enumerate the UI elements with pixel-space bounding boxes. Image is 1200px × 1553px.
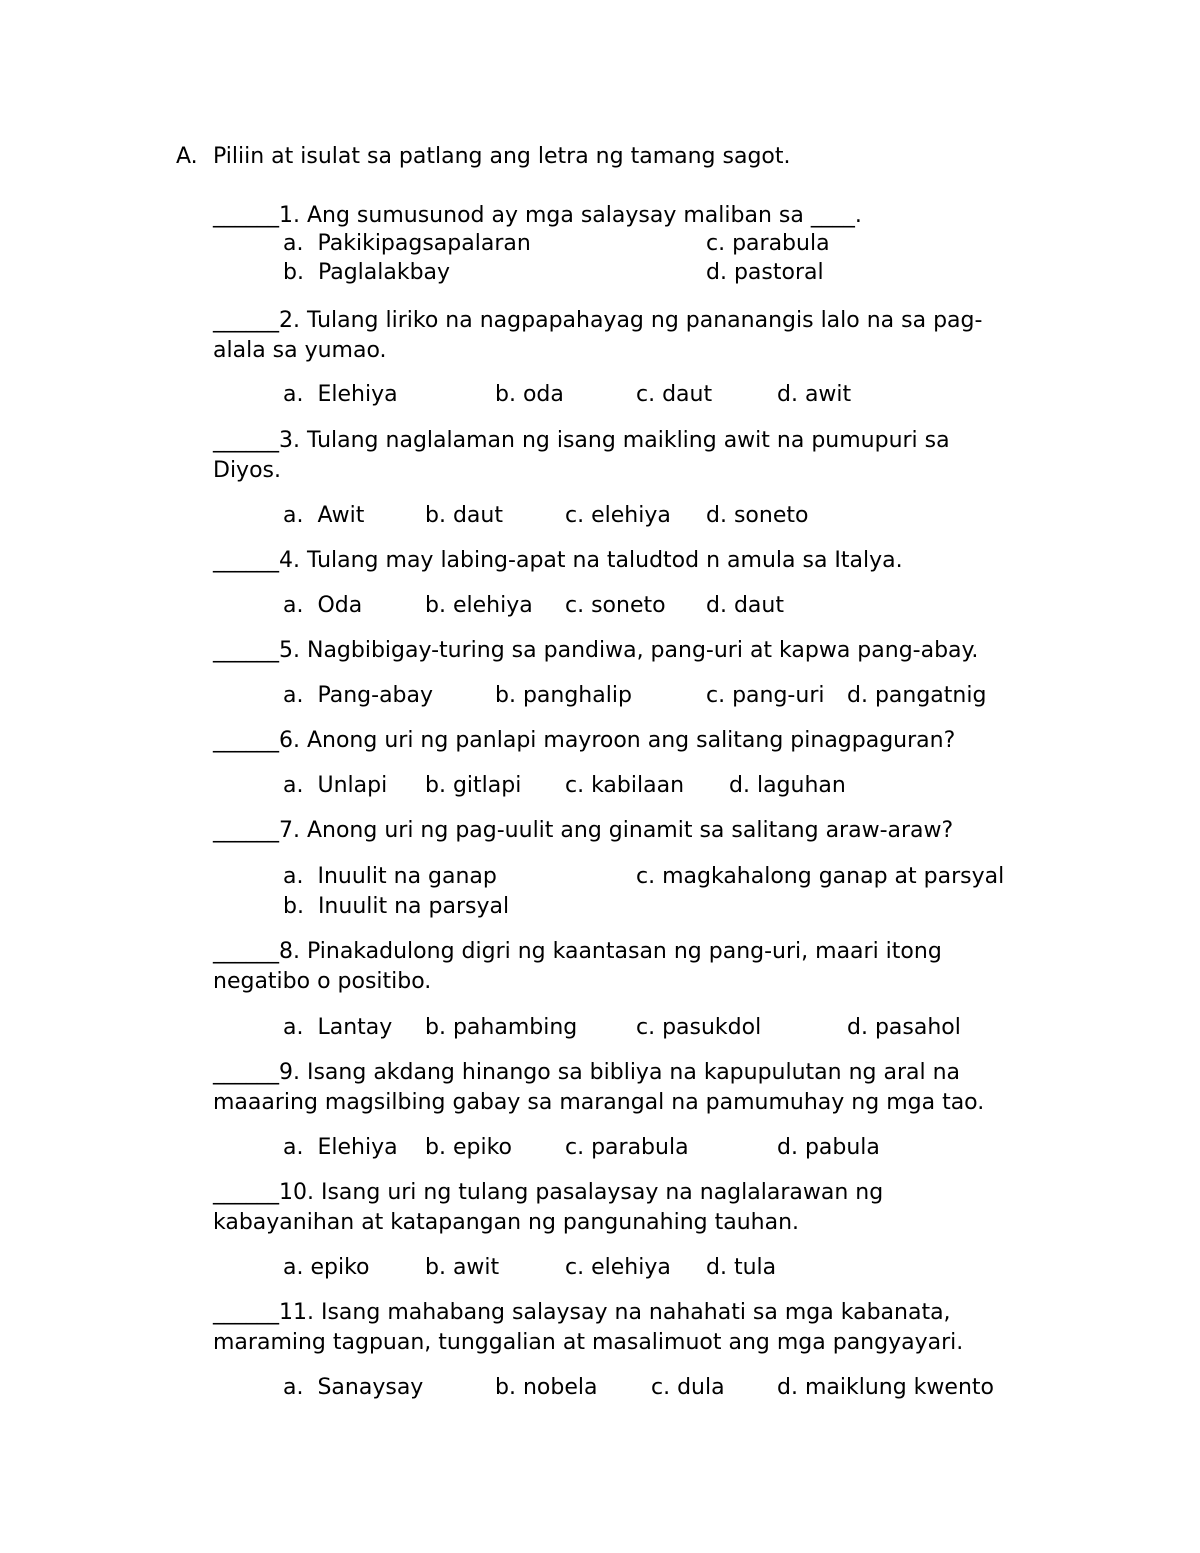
q11-choice-b: b. nobela xyxy=(495,1375,598,1400)
q4-choice-c: c. soneto xyxy=(565,593,666,618)
q10-choice-a: a. epiko xyxy=(283,1255,370,1280)
q5-choice-b: b. panghalip xyxy=(495,683,632,708)
q10-choice-c: c. elehiya xyxy=(565,1255,671,1280)
q11-choice-c: c. dula xyxy=(651,1375,725,1400)
question-8-cont: negatibo o positibo. xyxy=(213,969,432,994)
question-2-cont: alala sa yumao. xyxy=(213,338,387,363)
q3-choice-b: b. daut xyxy=(425,503,503,528)
question-5: ______5. Nagbibigay-turing sa pandiwa, pang-uri at kapwa pang-abay. xyxy=(213,638,979,663)
question-10-cont: kabayanihan at katapangan ng pangunahing tauhan. xyxy=(213,1210,800,1235)
question-11-cont: maraming tagpuan, tunggalian at masalimuot ang mga pangyayari. xyxy=(213,1330,964,1355)
question-7: ______7. Anong uri ng pag-uulit ang ginamit sa salitang araw-araw? xyxy=(213,818,954,843)
q11-choice-a: a. Sanaysay xyxy=(283,1375,424,1400)
q10-choice-b: b. awit xyxy=(425,1255,500,1280)
q10-choice-d: d. tula xyxy=(706,1255,777,1280)
q3-choice-d: d. soneto xyxy=(706,503,809,528)
question-11: ______11. Isang mahabang salaysay na nahahati sa mga kabanata, xyxy=(213,1300,951,1325)
q4-choice-d: d. daut xyxy=(706,593,784,618)
q1-choice-c: c. parabula xyxy=(706,231,830,256)
question-2: ______2. Tulang liriko na nagpapahayag ng pananangis lalo na sa pag- xyxy=(213,308,983,333)
q4-choice-b: b. elehiya xyxy=(425,593,533,618)
q9-choice-b: b. epiko xyxy=(425,1135,512,1160)
q4-choice-a: a. Oda xyxy=(283,593,363,618)
q1-choice-a: a. Pakikipagsapalaran xyxy=(283,231,531,256)
q2-choice-b: b. oda xyxy=(495,382,564,407)
q2-choice-a: a. Elehiya xyxy=(283,382,398,407)
q3-choice-c: c. elehiya xyxy=(565,503,671,528)
q7-choice-b: b. Inuulit na parsyal xyxy=(283,894,510,919)
q2-choice-d: d. awit xyxy=(777,382,852,407)
question-1: ______1. Ang sumusunod ay mga salaysay maliban sa ____. xyxy=(213,203,862,228)
q8-choice-d: d. pasahol xyxy=(847,1015,961,1040)
q8-choice-a: a. Lantay xyxy=(283,1015,393,1040)
question-8: ______8. Pinakadulong digri ng kaantasan ng pang-uri, maari itong xyxy=(213,939,942,964)
q8-choice-b: b. pahambing xyxy=(425,1015,578,1040)
q1-choice-d: d. pastoral xyxy=(706,260,824,285)
q7-choice-c: c. magkahalong ganap at parsyal xyxy=(636,864,1005,889)
q7-choice-a: a. Inuulit na ganap xyxy=(283,864,497,889)
question-9-cont: maaaring magsilbing gabay sa marangal na pamumuhay ng mga tao. xyxy=(213,1090,985,1115)
question-9: ______9. Isang akdang hinango sa bibliya na kapupulutan ng aral na xyxy=(213,1060,961,1085)
q8-choice-c: c. pasukdol xyxy=(636,1015,762,1040)
q3-choice-a: a. Awit xyxy=(283,503,365,528)
q11-choice-d: d. maiklung kwento xyxy=(777,1375,994,1400)
q2-choice-c: c. daut xyxy=(636,382,713,407)
q1-choice-b: b. Paglalakbay xyxy=(283,260,451,285)
q6-choice-b: b. gitlapi xyxy=(425,773,522,798)
q6-choice-a: a. Unlapi xyxy=(283,773,388,798)
q5-choice-d: d. pangatnig xyxy=(847,683,987,708)
q9-choice-d: d. pabula xyxy=(777,1135,880,1160)
instruction: Piliin at isulat sa patlang ang letra ng tamang sagot. xyxy=(213,144,791,169)
q6-choice-c: c. kabilaan xyxy=(565,773,685,798)
q5-choice-a: a. Pang-abay xyxy=(283,683,434,708)
q9-choice-a: a. Elehiya xyxy=(283,1135,398,1160)
question-4: ______4. Tulang may labing-apat na taludtod n amula sa Italya. xyxy=(213,548,903,573)
q5-choice-c: c. pang-uri xyxy=(706,683,825,708)
q6-choice-d: d. laguhan xyxy=(729,773,846,798)
question-3-cont: Diyos. xyxy=(213,458,281,483)
question-6: ______6. Anong uri ng panlapi mayroon ang salitang pinagpaguran? xyxy=(213,728,956,753)
q9-choice-c: c. parabula xyxy=(565,1135,689,1160)
question-3: ______3. Tulang naglalaman ng isang maikling awit na pumupuri sa xyxy=(213,428,950,453)
question-10: ______10. Isang uri ng tulang pasalaysay na naglalarawan ng xyxy=(213,1180,884,1205)
section-letter: A. xyxy=(176,144,198,169)
